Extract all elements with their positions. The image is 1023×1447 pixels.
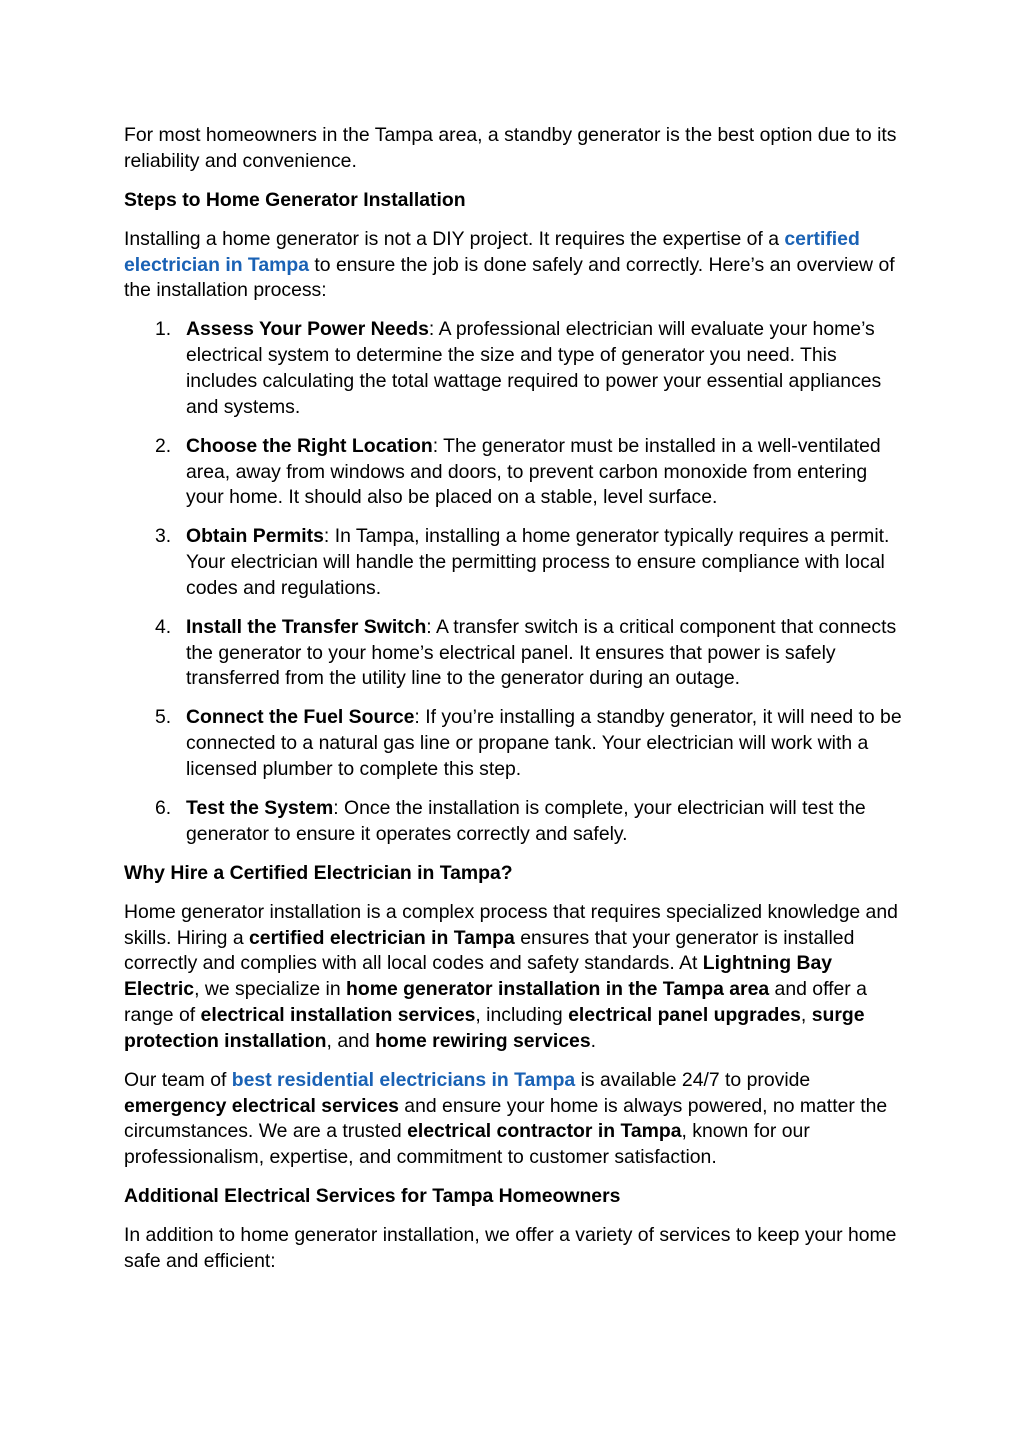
bold-phrase: electrical installation services bbox=[200, 1003, 476, 1026]
bold-phrase: electrical panel upgrades bbox=[568, 1003, 801, 1026]
best-residential-electricians-link[interactable]: best residential electricians in Tampa bbox=[231, 1068, 576, 1091]
text-run: , known for our professionalism, expertise, and commitment to customer satisfaction. bbox=[124, 1120, 810, 1169]
list-item-title: Obtain Permits bbox=[186, 525, 324, 548]
bold-phrase: home generator installation in the Tampa area bbox=[346, 978, 770, 1001]
intro-paragraph: For most homeowners in the Tampa area, a standby generator is the best option due to its reliability and convenience. bbox=[124, 124, 897, 172]
list-item-number: 4. bbox=[155, 615, 172, 638]
text-run: Home generator installation is a complex process that requires specialized knowledge and skills. Hiring a bbox=[124, 900, 898, 949]
additional-services-paragraph: In addition to home generator installation, we offer a variety of services to keep your home safe and efficient: bbox=[124, 1224, 897, 1272]
list-item-number: 6. bbox=[155, 797, 172, 820]
list-item-text: : In Tampa, installing a home generator typically requires a permit. Your electrician will handle the permitting process to ensure compliance with local codes and regulations. bbox=[186, 525, 890, 599]
bold-phrase: certified electrician in Tampa bbox=[249, 926, 515, 949]
list-item bbox=[124, 615, 904, 692]
company-name: Lightning Bay Electric bbox=[124, 952, 833, 1001]
list-item-text: : A transfer switch is a critical component that connects the generator to your home’s electrical panel. It ensures that power is safely transferred from the utility line to the generator during an outage. bbox=[186, 615, 897, 690]
list-item bbox=[124, 317, 904, 420]
list-item-text: : If you’re installing a standby generator, it will need to be connected to a natural gas line or propane tank. Your electrician will work with a licensed plumber to complete this step. bbox=[186, 706, 902, 781]
bold-phrase: emergency electrical services bbox=[124, 1094, 399, 1117]
why-hire-paragraph bbox=[124, 900, 904, 1055]
text-run: , bbox=[800, 1003, 812, 1026]
text-run: Our team of bbox=[124, 1068, 232, 1091]
steps-intro-paragraph bbox=[124, 227, 904, 304]
document-page bbox=[124, 123, 904, 1288]
steps-intro-text-after: to ensure the job is done safely and correctly. Here’s an overview of the installation process: bbox=[124, 253, 895, 302]
bold-phrase: surge protection installation bbox=[124, 1003, 865, 1052]
list-item-title: Connect the Fuel Source bbox=[186, 706, 415, 729]
list-item-number: 1. bbox=[155, 318, 172, 341]
why-hire-heading: Why Hire a Certified Electrician in Tampa? bbox=[124, 861, 513, 884]
text-run: , we specialize in bbox=[194, 978, 347, 1001]
list-item-title: Assess Your Power Needs bbox=[186, 318, 429, 341]
steps-heading: Steps to Home Generator Installation bbox=[124, 188, 466, 211]
bold-phrase: home rewiring services bbox=[375, 1029, 591, 1052]
text-run: and ensure your home is always powered, no matter the circumstances. We are a trusted bbox=[124, 1094, 888, 1143]
team-paragraph bbox=[124, 1068, 904, 1171]
list-item bbox=[124, 434, 904, 511]
steps-intro-text: Installing a home generator is not a DIY project. It requires the expertise of a bbox=[124, 227, 785, 250]
list-item-title: Test the System bbox=[186, 797, 334, 820]
list-item-number: 3. bbox=[155, 525, 172, 548]
list-item-number: 5. bbox=[155, 706, 172, 729]
list-item bbox=[124, 705, 904, 782]
text-run: , and bbox=[326, 1029, 376, 1052]
list-item-text: : The generator must be installed in a well-ventilated area, away from windows and doors, to prevent carbon monoxide from entering your home. It should also be placed on a stable, level surface. bbox=[186, 434, 881, 509]
text-run: ensures that your generator is installed correctly and complies with all local codes and safety standards. At bbox=[124, 926, 855, 975]
list-item bbox=[124, 796, 904, 848]
text-run: , including bbox=[475, 1003, 569, 1026]
list-item-title: Choose the Right Location bbox=[186, 434, 433, 457]
bold-phrase: electrical contractor in Tampa bbox=[407, 1120, 682, 1143]
list-item-text: : A professional electrician will evaluate your home’s electrical system to determine the size and type of generator you need. This includes calculating the total wattage required to power your essential appliances and systems. bbox=[186, 318, 882, 418]
additional-services-heading: Additional Electrical Services for Tampa Homeowners bbox=[124, 1185, 621, 1208]
list-item-text: : Once the installation is complete, your electrician will test the generator to ensure it operates correctly and safely. bbox=[186, 797, 866, 845]
certified-electrician-link[interactable]: certified electrician in Tampa bbox=[124, 227, 860, 276]
text-run: is available 24/7 to provide bbox=[575, 1068, 811, 1091]
text-run: and offer a range of bbox=[124, 978, 867, 1026]
text-run: . bbox=[590, 1029, 597, 1052]
list-item bbox=[124, 524, 904, 601]
installation-steps-list bbox=[124, 317, 904, 847]
list-item-number: 2. bbox=[155, 434, 172, 457]
list-item-title: Install the Transfer Switch bbox=[186, 615, 427, 638]
